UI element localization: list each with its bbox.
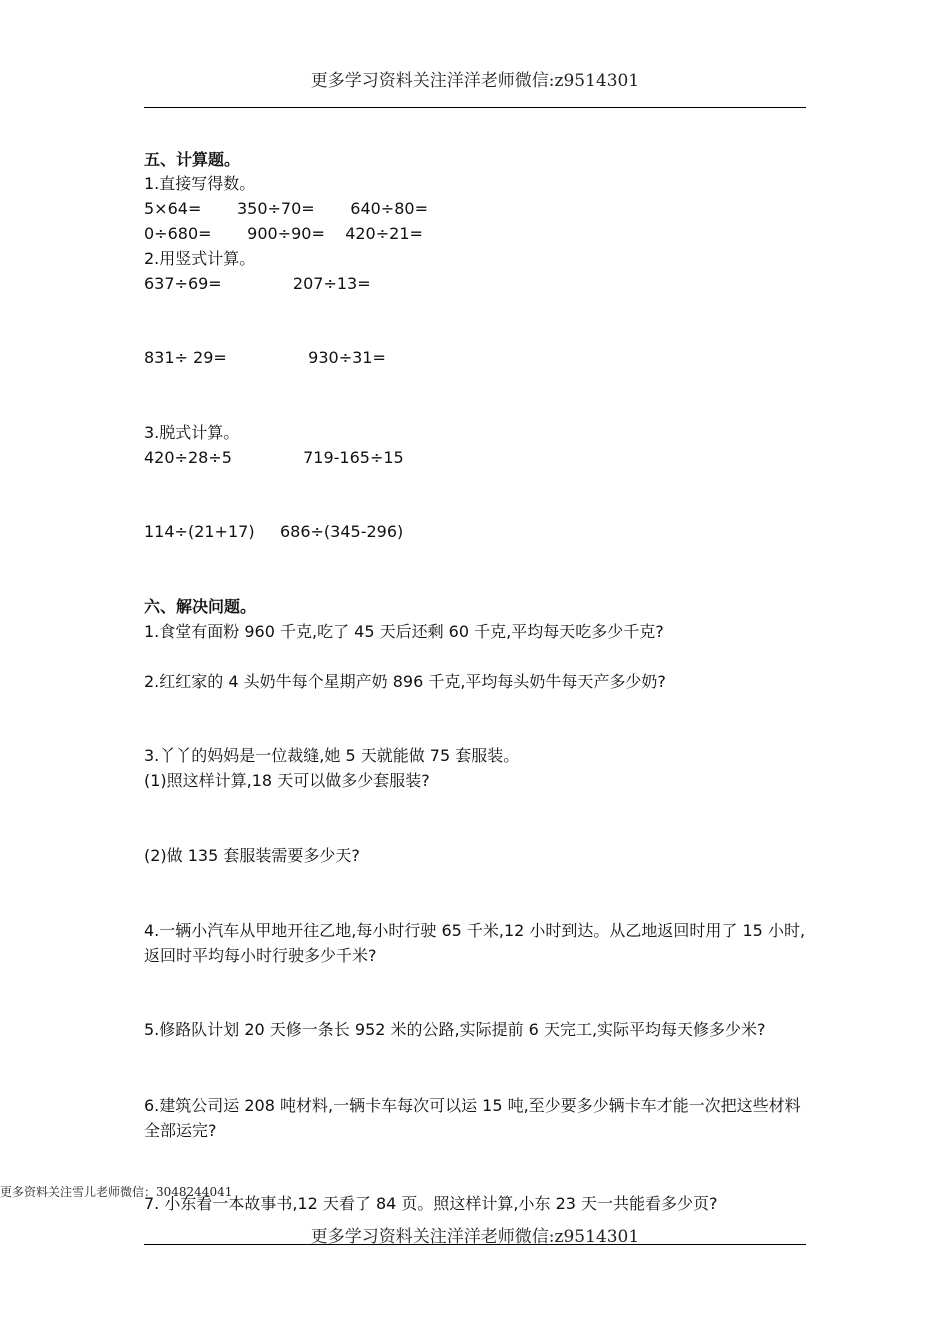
- problem-1: 1.食堂有面粉 960 千克,吃了 45 天后还剩 60 千克,平均每天吃多少千克?: [144, 622, 664, 641]
- problem-5: 5.修路队计划 20 天修一条长 952 米的公路,实际提前 6 天完工,实际平均每天修多少米?: [144, 1020, 766, 1039]
- q2-row1: 637÷69= 207÷13=: [144, 274, 371, 293]
- side-watermark-note: 更多资料关注雪儿老师微信：3048244041: [0, 1185, 233, 1199]
- q3-title: 3.脱式计算。: [144, 423, 240, 442]
- problem-3: 3.丫丫的妈妈是一位裁缝,她 5 天就能做 75 套服装。: [144, 746, 520, 765]
- q1-row2: 0÷680= 900÷90= 420÷21=: [144, 224, 423, 243]
- problem-7: 7. 小东看一本故事书,12 天看了 84 页。照这样计算,小东 23 天一共能看多少页?: [144, 1194, 718, 1213]
- footer-rule: [144, 1244, 806, 1245]
- page-footer: 更多学习资料关注洋洋老师微信:z9514301: [310, 1227, 640, 1247]
- section6-title: 六、解决问题。: [144, 597, 257, 616]
- section5-title: 五、计算题。: [144, 150, 241, 169]
- problem-3a: (1)照这样计算,18 天可以做多少套服装?: [144, 771, 430, 790]
- page-header: 更多学习资料关注洋洋老师微信:z9514301: [310, 71, 640, 91]
- q2-title: 2.用竖式计算。: [144, 249, 256, 268]
- header-rule: [144, 107, 806, 108]
- q3-row2: 114÷(21+17) 686÷(345-296): [144, 522, 404, 541]
- problem-2: 2.红红家的 4 头奶牛每个星期产奶 896 千克,平均每头奶牛每天产多少奶?: [144, 672, 666, 691]
- problem-3b: (2)做 135 套服装需要多少天?: [144, 846, 360, 865]
- problem-6: 6.建筑公司运 208 吨材料,一辆卡车每次可以运 15 吨,至少要多少辆卡车才能一次把这些材料全部运完?: [144, 1096, 801, 1140]
- q3-row1: 420÷28÷5 719-165÷15: [144, 448, 404, 467]
- problem-4: 4.一辆小汽车从甲地开往乙地,每小时行驶 65 千米,12 小时到达。从乙地返回时用了 15 小时,返回时平均每小时行驶多少千米?: [144, 921, 806, 965]
- q1-row1: 5×64= 350÷70= 640÷80=: [144, 199, 428, 218]
- q1-title: 1.直接写得数。: [144, 174, 256, 193]
- q2-row2: 831÷ 29= 930÷31=: [144, 348, 386, 367]
